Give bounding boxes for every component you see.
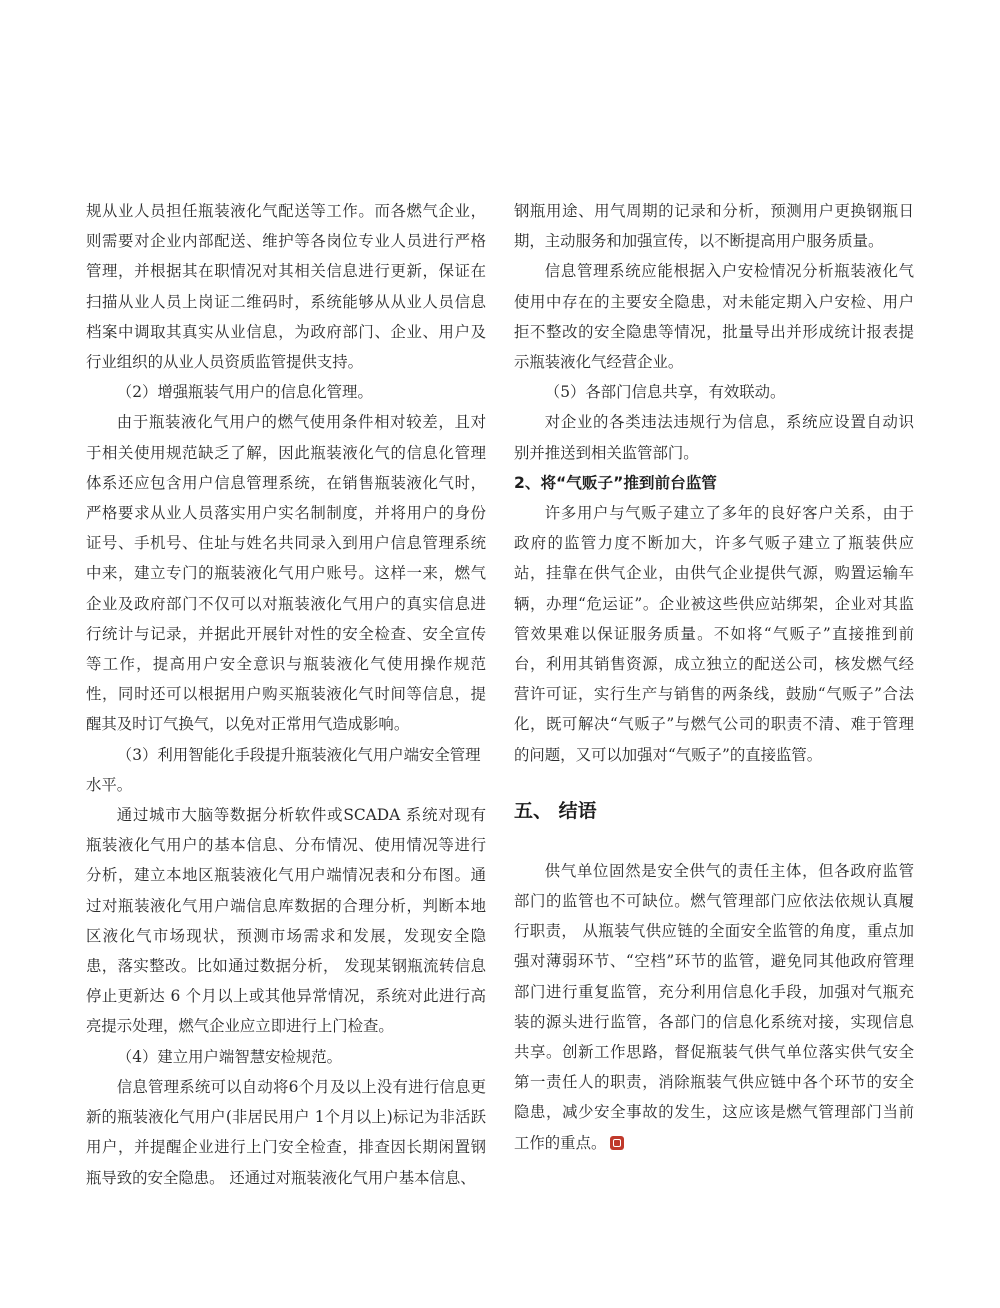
conclusion-paragraph xyxy=(514,856,914,1158)
end-of-article-icon xyxy=(610,1136,624,1150)
paragraph: 规从业人员担任瓶装液化气配送等工作。而各燃气企业，则需要对企业内部配送、维护等各岗位专业人员进行严格管理，并根据其在职情况对其相关信息进行更新，保证在扫描从业人员上岗证二维码时，系统能够从从业人员信息档案中调取其真实从业信息，为政府部门、企业、用户及行业组织的从业人员资质监管提供支持。 xyxy=(86,202,486,372)
paragraph: 通过城市大脑等数据分析软件或SCADA 系统对现有瓶装液化气用户的基本信息、分布情况、使用情况等进行分析，建立本地区瓶装液化气用户端情况表和分布图。通过对瓶装液化气用户端信息库数据的合理分析，判断本地区液化气市场现状，预测市场需求和发展，发现安全隐患，落实整改。比如通过数据分析， 发现某钢瓶流转信息停止更新达 6 个月以上或其他异常情况，系统对此进行高亮提示处理，燃气企业应立即进行上门检查。 xyxy=(86,806,486,1036)
subheading: （4）建立用户端智慧安检规范。 xyxy=(116,1047,343,1066)
paragraph: 钢瓶用途、用气周期的记录和分析，预测用户更换钢瓶日期，主动服务和加强宣传，以不断提高用户服务质量。 xyxy=(514,202,914,251)
paragraph: 信息管理系统应能根据入户安检情况分析瓶装液化气使用中存在的主要安全隐患，对未能定期入户安检、用户拒不整改的安全隐患等情况，批量导出并形成统计报表提示瓶装液化气经营企业。 xyxy=(514,262,914,372)
subheading: （5）各部门信息共享，有效联动。 xyxy=(544,383,786,402)
subheading: （3）利用智能化手段提升瓶装液化气用户端安全管理水平。 xyxy=(86,745,481,794)
right-column xyxy=(514,196,914,1158)
paragraph: 对企业的各类违法违规行为信息，系统应设置自动识别并推送到相关监管部门。 xyxy=(514,413,914,462)
left-column xyxy=(86,196,486,1193)
conclusion-text: 供气单位固然是安全供气的责任主体，但各政府监管部门的监管也不可缺位。燃气管理部门应依法依规认真履行职责， 从瓶装气供应链的全面安全监管的角度，重点加强对薄弱环节、“空档”环节的监管，避免同其他政府管理部门进行重复监管，充分利用信息化手段，加强对气瓶充装的源头进行监管，各部门的信息化系统对接，实现信息共享。创新工作思路，督促瓶装气供气单位落实供气安全第一责任人的职责，消除瓶装气供应链中各个环节的安全隐患，减少安全事故的发生，这应该是燃气管理部门当前工作的重点。 xyxy=(514,861,914,1152)
paragraph: 信息管理系统可以自动将6个月及以上没有进行信息更新的瓶装液化气用户(非居民用户 1个月以上)标记为非活跃用户，并提醒企业进行上门安全检查，排查因长期闲置钢瓶导致的安全隐患。 还通过对瓶装液化气用户基本信息、 xyxy=(86,1077,486,1187)
paragraph: 许多用户与气贩子建立了多年的良好客户关系，由于政府的监管力度不断加大，许多气贩子建立了瓶装供应站，挂靠在供气企业，由供气企业提供气源，购置运输车辆，办理“危运证”。企业被这些供应站绑架，企业对其监管效果难以保证服务质量。不如将“气贩子”直接推到前台，利用其销售资源，成立独立的配送公司，核发燃气经营许可证，实行生产与销售的两条线，鼓励“气贩子”合法化，既可解决“气贩子”与燃气公司的职责不清、难于管理的问题，又可以加强对“气贩子”的直接监管。 xyxy=(514,504,914,764)
paragraph: 由于瓶装液化气用户的燃气使用条件相对较差，且对于相关使用规范缺乏了解，因此瓶装液化气的信息化管理体系还应包含用户信息管理系统，在销售瓶装液化气时，严格要求从业人员落实用户实名制制度，并将用户的身份证号、手机号、住址与姓名共同录入到用户信息管理系统中来，建立专门的瓶装液化气用户账号。这样一来，燃气企业及政府部门不仅可以对瓶装液化气用户的真实信息进行统计与记录，并据此开展针对性的安全检查、安全宣传等工作，提高用户安全意识与瓶装液化气使用操作规范性，同时还可以根据用户购买瓶装液化气时间等信息，提醒其及时订气换气，以免对正常用气造成影响。 xyxy=(86,413,486,734)
subheading: （2）增强瓶装气用户的信息化管理。 xyxy=(116,383,373,402)
section-title: 五、 结语 xyxy=(514,799,597,822)
section-heading: 2、将“气贩子”推到前台监管 xyxy=(514,473,717,492)
